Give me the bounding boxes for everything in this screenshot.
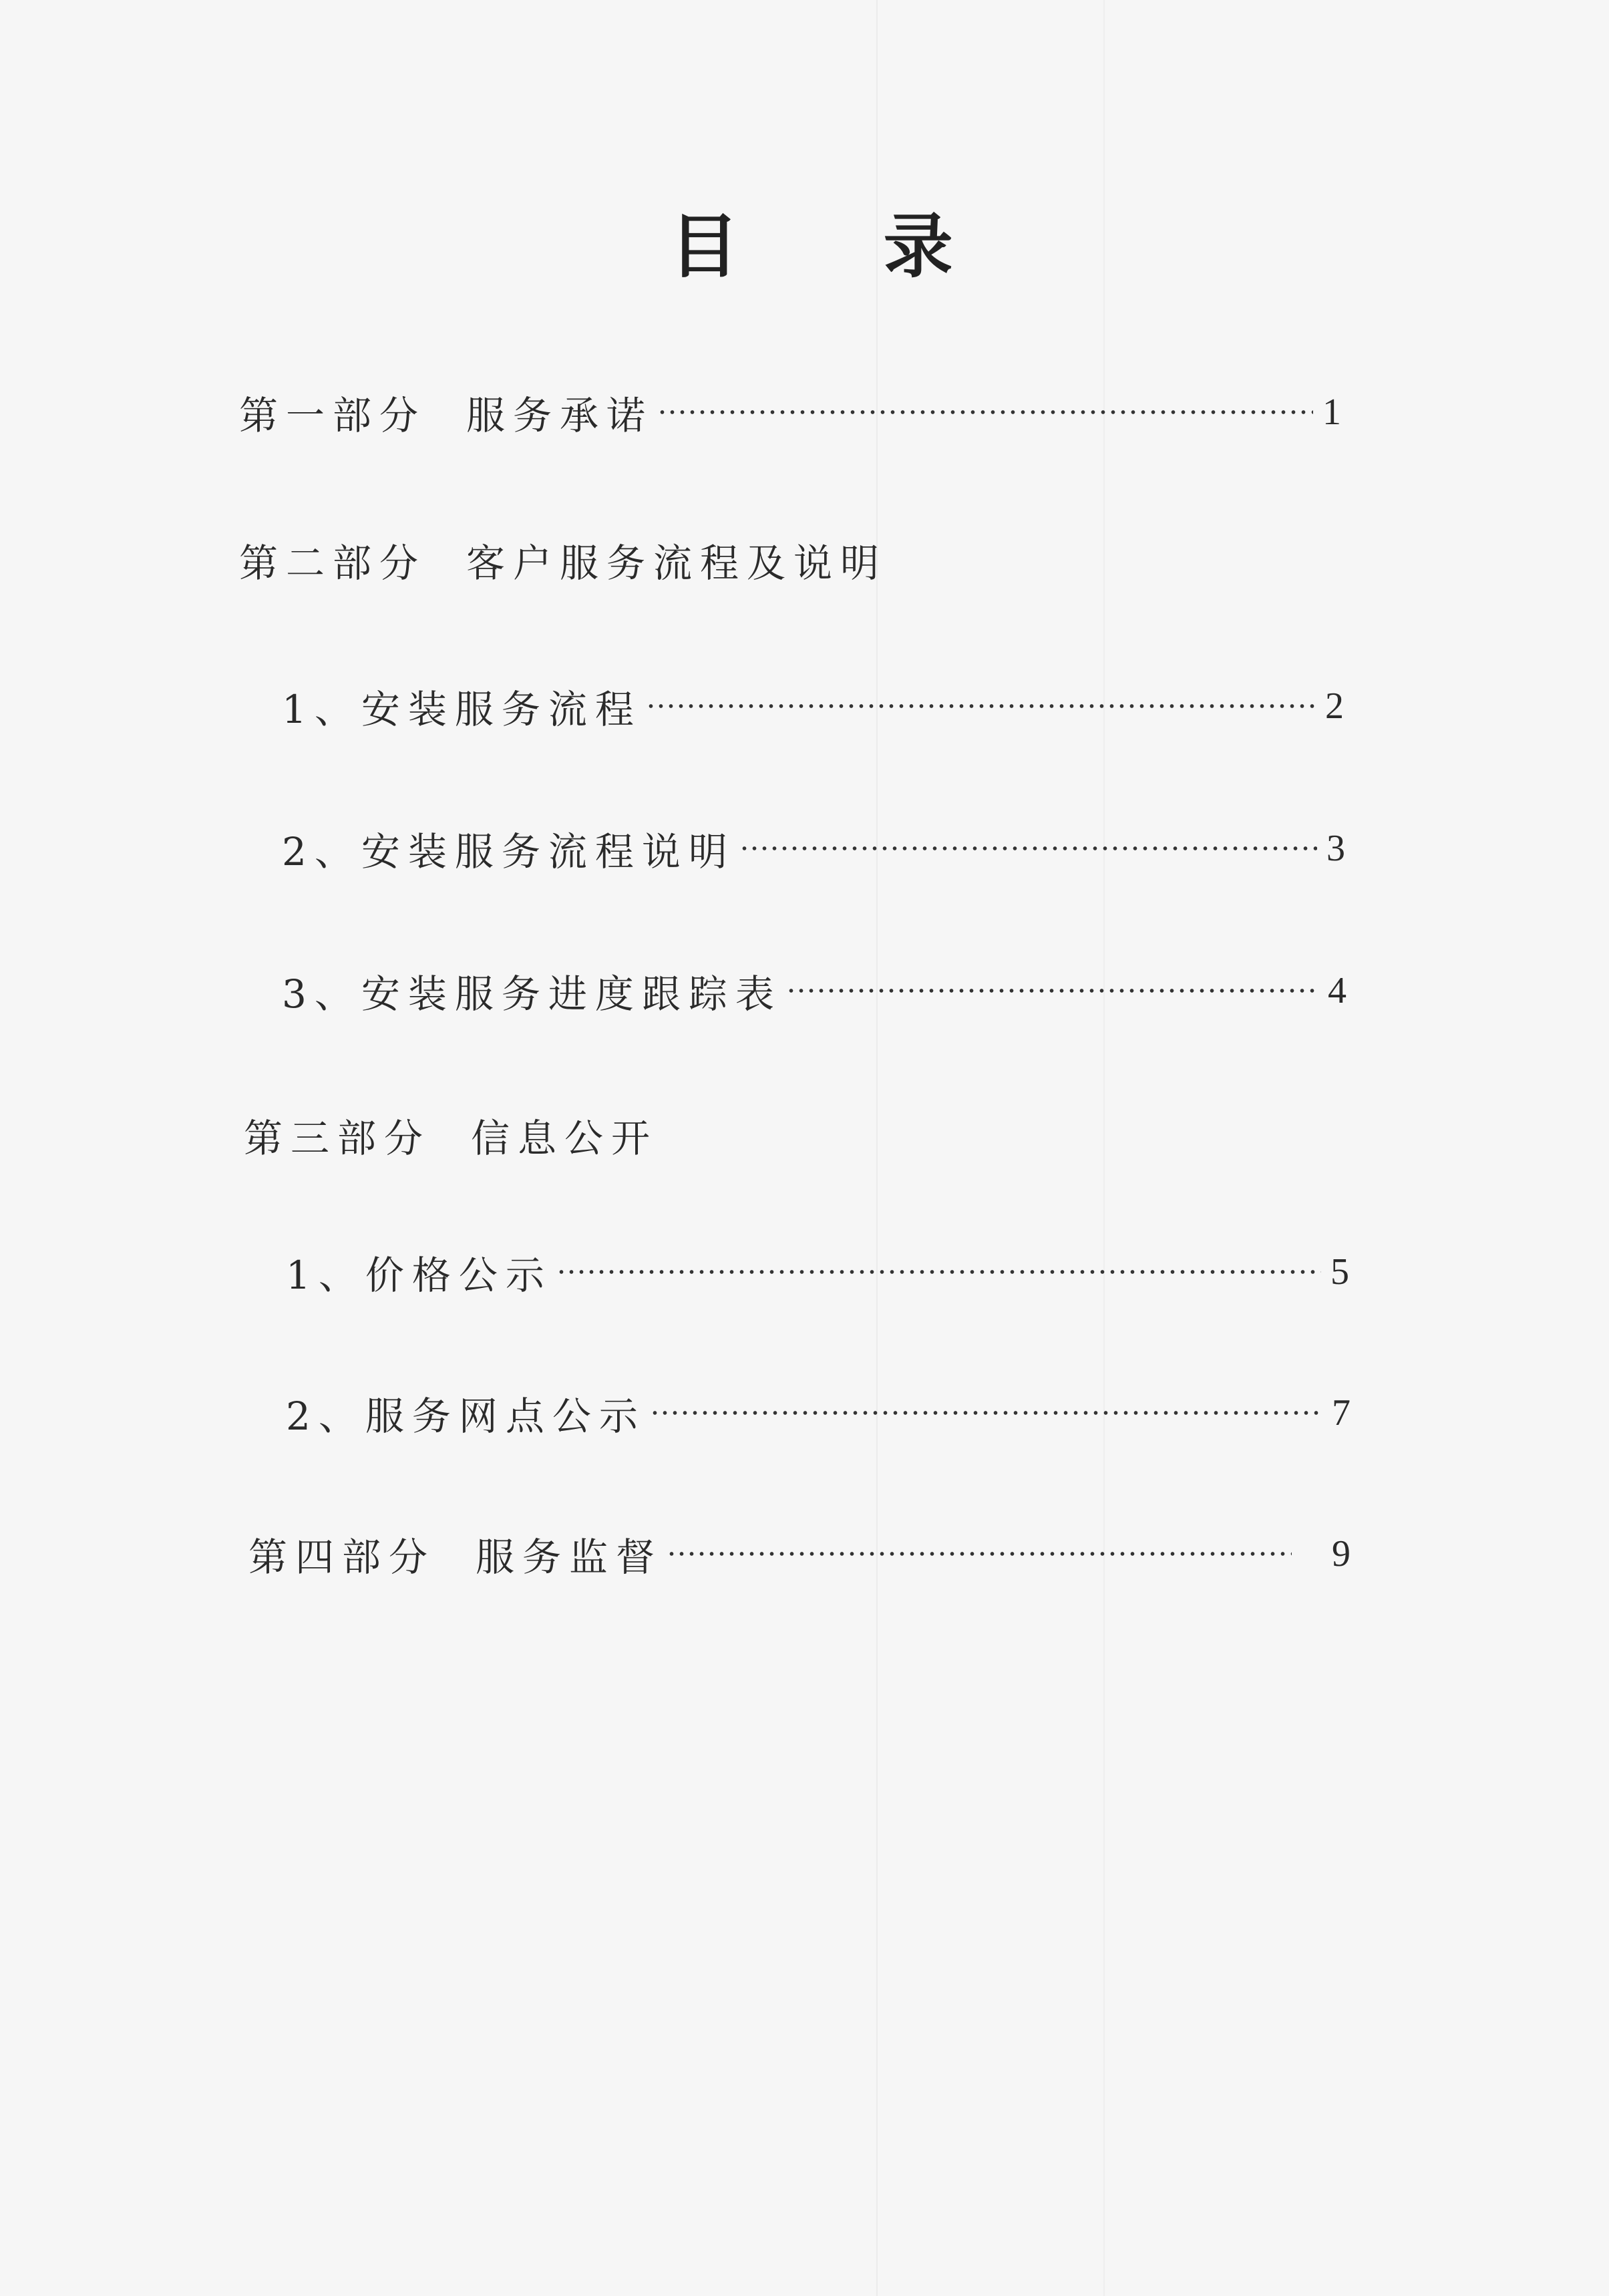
toc-entry-part-2 bbox=[239, 533, 1341, 587]
toc-entry-label bbox=[239, 384, 653, 440]
toc-part-label: 第四部分 bbox=[248, 1534, 436, 1580]
dot-leader bbox=[657, 409, 1313, 416]
dot-leader bbox=[646, 703, 1316, 709]
dot-leader bbox=[556, 1269, 1321, 1275]
toc-section-title: 服务监督 bbox=[476, 1534, 663, 1580]
dot-leader bbox=[667, 1550, 1292, 1557]
toc-entry-part-1 bbox=[239, 385, 1341, 439]
toc-entry-sub bbox=[282, 679, 1344, 733]
toc-page-number: 1 bbox=[1322, 391, 1341, 433]
toc-section-title: 服务承诺 bbox=[466, 393, 654, 438]
toc-section-title: 3、安装服务进度跟踪表 bbox=[282, 971, 782, 1017]
toc-part-label: 第二部分 bbox=[239, 540, 427, 586]
toc-section-title: 1、价格公示 bbox=[286, 1253, 552, 1298]
toc-part-label: 第三部分 bbox=[244, 1116, 431, 1161]
toc-title: 目 录 bbox=[669, 206, 1013, 287]
toc-section-title: 2、安装服务流程说明 bbox=[282, 829, 735, 874]
toc-section-title: 客户服务流程及说明 bbox=[466, 540, 888, 586]
toc-entry-label bbox=[244, 1107, 658, 1163]
toc-section-title: 信息公开 bbox=[471, 1116, 659, 1161]
toc-page-number: 5 bbox=[1330, 1251, 1349, 1293]
dot-leader bbox=[786, 987, 1318, 994]
toc-entry-sub bbox=[286, 1245, 1349, 1299]
toc-page-number: 4 bbox=[1328, 970, 1347, 1011]
toc-page-number: 2 bbox=[1325, 685, 1344, 727]
dot-leader bbox=[739, 845, 1317, 852]
toc-page-number: 9 bbox=[1332, 1533, 1351, 1575]
toc-entry-sub bbox=[282, 964, 1347, 1017]
toc-section-title: 1、安装服务流程 bbox=[282, 687, 642, 732]
toc-entry-part-3 bbox=[244, 1108, 1346, 1162]
toc-entry-part-4 bbox=[248, 1527, 1351, 1581]
toc-entry-sub bbox=[282, 822, 1345, 875]
toc-page-number: 3 bbox=[1326, 828, 1345, 869]
toc-entry-sub bbox=[286, 1386, 1351, 1440]
toc-part-label: 第一部分 bbox=[239, 393, 427, 438]
toc-entry-label bbox=[248, 1526, 663, 1582]
dot-leader bbox=[650, 1410, 1322, 1416]
toc-section-title: 2、服务网点公示 bbox=[286, 1393, 646, 1439]
toc-entry-label bbox=[239, 532, 887, 588]
toc-page-number: 7 bbox=[1332, 1392, 1351, 1434]
